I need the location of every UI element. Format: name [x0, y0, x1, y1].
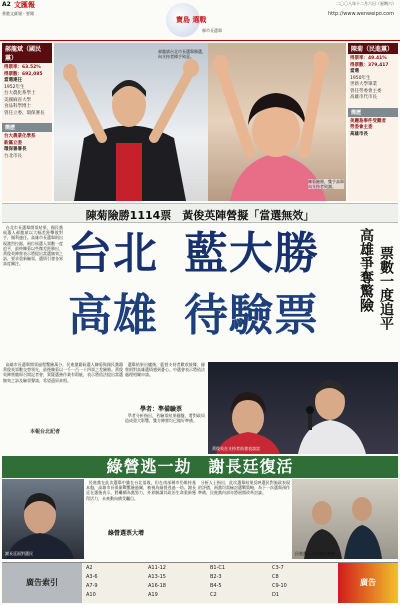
right-candidate-line: 1950年生 [350, 75, 371, 81]
footer-index-cell: B1-C1 [210, 565, 226, 571]
right-candidate-line: 世新大學畢業 [350, 82, 377, 87]
vertical-headline-col1: 高雄爭奪驚險 [358, 228, 374, 312]
footer-index-cell: C2 [210, 592, 217, 598]
dpp-press-illustration [292, 479, 398, 559]
right-candidate-line: 得票率：49.41% [350, 56, 387, 61]
footer-index-cell: A2 [86, 565, 93, 571]
left-candidate-line: 曾任立委、環保署長 [4, 110, 45, 116]
left-sidebar [2, 43, 52, 201]
date-text: 二〇〇八年十二月六日（星期六） [336, 1, 396, 6]
badge-text: 寶島 選戰 [176, 16, 207, 24]
main-headline [66, 226, 346, 356]
right-candidate-line: 曾任勞委會主委 [350, 88, 382, 94]
hsieh-figure-illustration [2, 479, 84, 559]
story-mid-left: 高雄市長選舉開票過程驚險萬分，民進黨籍候選人陳菊與國民黨籍黃俊英票數交替領先，最後陳菊以一千一百一十四票之差險勝。黃俊英陣營隨即召開記者會，質疑選務作業有瑕疵，表示將依法提出當選無效之訴及驗票聲請，希望還原真相。 [3, 362, 123, 383]
vertical-headline [356, 228, 396, 358]
bottom-headline-strip [2, 456, 398, 478]
badge-sub: 縣市長選舉 [202, 28, 222, 33]
subtitle-text: 陳菊險勝1114票 黃俊英陣營擬「當選無效」 [85, 209, 315, 222]
left-candidate-line: 食品科學博士 [4, 104, 31, 109]
photo-dpp-press [292, 479, 398, 559]
right-candidate-line: 高雄市代市長 [350, 95, 377, 100]
footer-index-cell: D1 [272, 592, 280, 598]
masthead-meta: 香港文匯報 · 要聞 [2, 11, 34, 16]
photo-chen [208, 43, 346, 201]
right-bio-line: 高雄市長 [350, 131, 368, 137]
story-mid-center2: 學者分析指出，若驗票結果翻盤，將對政局造成重大影響，雙方陣營均已做好準備。 [125, 413, 205, 424]
right-bio-line: 勞委會主委 [350, 125, 373, 130]
huang-scene-illustration [208, 362, 398, 454]
story-left-column: 台北市長選舉開票結果，國民黨候選人郝龍斌以大幅差距擊敗對手，順利連任。高雄市長選舉則出現激烈拉鋸，兩位候選人票數一度追平，最終陳菊以些微差距勝出，黃俊英陣營表示將提出當選無效之訴，要求重新驗票，選情引發各界高度關注。 [3, 225, 63, 267]
masthead [0, 0, 400, 41]
right-candidate-head: 陳菊（民進黨） [348, 43, 398, 54]
election-badge [166, 3, 242, 37]
footer-index-cell: A3-6 [86, 574, 98, 580]
right-bio-head: 簡歷 [348, 108, 398, 117]
footer-index-cell: A7-9 [86, 583, 98, 589]
headline-blue-win: 藍大勝 [184, 228, 319, 279]
right-bio-lines [348, 117, 398, 141]
left-candidate-line: 當選連任 [4, 78, 22, 83]
paper-name: 文匯報 [14, 1, 35, 9]
photo-chen-caption: 陳菊險勝，雙手高舉向支持者致謝。 [308, 179, 344, 189]
photo-huang-caption: 黃俊英在支持者前發表談話 [212, 446, 260, 451]
footer-index-cell: A16-18 [148, 583, 166, 589]
hau-figure-illustration [54, 43, 208, 201]
bottom-story-left: 民進黨在此次選舉中雖在台北落敗，但在南部縣市仍維持基本盤，高雄市長保衛戰驚險過關，被視為綠營逃過一劫。謝長廷在選後表示，將繼續為黨努力，外界解讀其政治生命重新獲得活力，未來動向備受矚目。 [86, 480, 196, 501]
left-bio-line: 環保署署長 [4, 147, 27, 152]
footer-index-cell: A19 [148, 592, 158, 598]
mid-sub-head: 學者：準備驗票 [140, 406, 183, 413]
left-bio-lines [2, 132, 52, 162]
page-number: A2 [2, 1, 11, 8]
website-link[interactable]: http://www.wenweipo.com [327, 11, 394, 17]
left-candidate-head: 郝龍斌（國民黨） [2, 43, 52, 63]
vertical-headline-col2: 票數一度追平 [378, 246, 394, 330]
left-candidate-line: 美國麻省大學 [4, 97, 31, 103]
right-candidate-lines [348, 54, 398, 104]
footer-index-cell: A13-15 [148, 574, 166, 580]
footer-index-cell: B4-5 [210, 583, 222, 589]
photo-hau-caption: 郝龍斌台北市長選舉勝選，向支持者揮手致意。 [158, 49, 206, 59]
footer-index-columns [86, 565, 336, 601]
mid-byline: 本報台北記者 [30, 429, 61, 435]
footer-index-cell: A10 [86, 592, 96, 598]
subtitle-strip [2, 203, 398, 223]
left-bio-line: 新黨立委 [4, 140, 22, 146]
bottom-story-mid: 分析人士指出，此次選舉結果反映選民對施政表現的評價，兩黨均需檢討選戰策略，為下一次選舉預作準備，民進黨內部亦將展開改革討論。 [198, 480, 290, 496]
footer-index-cell: C8 [272, 574, 279, 580]
right-sidebar [348, 43, 398, 201]
footer-label: 廣告索引 [2, 563, 82, 603]
left-candidate-lines [2, 63, 52, 119]
footer-index-cell: B2-3 [210, 574, 222, 580]
headline-recount: 待驗票 [184, 290, 319, 341]
headline-kaohsiung: 高雄 [68, 290, 158, 341]
photo-hau [54, 43, 208, 201]
left-candidate-line: 1952年生 [4, 84, 25, 90]
right-candidate-line: 當選 [350, 69, 359, 74]
photo-hsieh [2, 479, 84, 559]
left-bio-head: 簡歷 [2, 123, 52, 132]
chen-figure-illustration [208, 43, 346, 201]
photo-hsieh-caption: 謝長廷面對選民 [5, 551, 33, 556]
photo-huang [208, 362, 398, 454]
photo-dpp-caption: 民進黨人士出席記者會 [295, 551, 335, 556]
footer-index [2, 562, 398, 603]
left-candidate-line: 得票率：63.52% [4, 65, 41, 70]
left-candidate-line: 台大農化系學士 [4, 91, 36, 96]
left-bio-line: 台北市長 [4, 153, 22, 159]
story-mid-center: 選舉結果出爐後，藍營支持者歡欣鼓舞，綠營則對高雄選情感到憂心。中選會表示將依法處理相關申請。 [125, 362, 205, 378]
left-bio-line: 台大農業化學系 [4, 134, 36, 139]
footer-ad-text: 廣告 [360, 578, 376, 587]
footer-index-cell: C9-10 [272, 583, 287, 589]
footer-ad [338, 563, 398, 603]
bottom-headline: 綠營逃一劫 謝長廷復活 [106, 457, 294, 476]
footer-index-cell: A11-12 [148, 565, 166, 571]
bottom-sub-head: 綠營選票大增 [108, 530, 145, 537]
left-candidate-line: 得票數：692,085 [4, 71, 43, 77]
headline-taipei: 台北 [68, 228, 158, 279]
right-candidate-line: 得票數：379,417 [350, 62, 389, 68]
footer-index-cell: C3-7 [272, 565, 284, 571]
right-bio-line: 美麗島事件受難者 [350, 118, 386, 124]
